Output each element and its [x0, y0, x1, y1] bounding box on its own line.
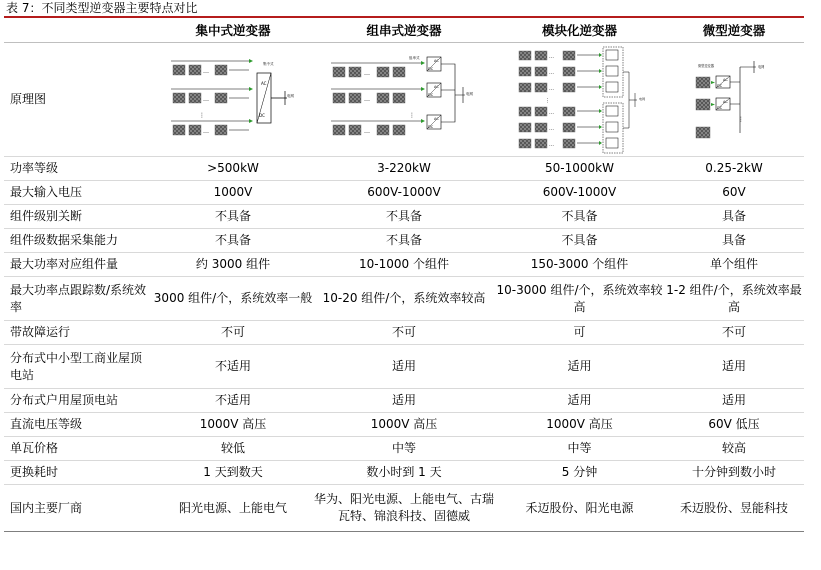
- cell: 禾迈股份、阳光电源: [495, 485, 664, 532]
- row-label: 最大功率点跟踪数/系统效率: [4, 277, 153, 321]
- svg-text:AC: AC: [723, 99, 728, 104]
- cell: 不具备: [313, 229, 495, 253]
- row-label: 直流电压等级: [4, 413, 153, 437]
- svg-text:DC: DC: [259, 112, 265, 118]
- cell: 可: [495, 321, 664, 345]
- svg-text:…: …: [364, 69, 370, 77]
- cell: 中等: [495, 437, 664, 461]
- svg-text:⋮: ⋮: [409, 111, 415, 119]
- cell: 适用: [313, 389, 495, 413]
- cell: 10-3000 组件/个，系统效率较高: [495, 277, 664, 321]
- svg-text:组串式: 组串式: [409, 55, 420, 60]
- table-row: [4, 389, 804, 413]
- table-row: [4, 181, 804, 205]
- svg-text:DC: DC: [717, 83, 723, 88]
- header-string-inverter: 组串式逆变器: [313, 19, 495, 43]
- svg-text:⋮: ⋮: [738, 115, 744, 123]
- cell: 单个组件: [664, 253, 804, 277]
- table-row: [4, 205, 804, 229]
- table-row: [4, 461, 804, 485]
- header-blank: [4, 19, 153, 43]
- svg-text:…: …: [203, 67, 209, 75]
- cell: 5 分钟: [495, 461, 664, 485]
- cell: 3000 组件/个，系统效率一般: [153, 277, 313, 321]
- svg-text:AC: AC: [434, 58, 439, 63]
- cell: 60V: [664, 181, 804, 205]
- svg-text:…: …: [203, 127, 209, 135]
- row-label: 原理图: [4, 43, 153, 157]
- cell: 具备: [664, 205, 804, 229]
- svg-text:电网: 电网: [758, 64, 765, 69]
- cell: 3-220kW: [313, 157, 495, 181]
- cell: 适用: [664, 345, 804, 389]
- svg-text:…: …: [548, 69, 554, 76]
- row-label: 单瓦价格: [4, 437, 153, 461]
- table-row: [4, 437, 804, 461]
- svg-text:AC: AC: [723, 77, 728, 82]
- svg-text:…: …: [548, 125, 554, 132]
- cell: 适用: [313, 345, 495, 389]
- cell: 较高: [664, 437, 804, 461]
- caption-rule: [4, 16, 804, 18]
- central-inverter-diagram: [153, 43, 313, 157]
- header-micro-inverter: 微型逆变器: [664, 19, 804, 43]
- row-label: 国内主要厂商: [4, 485, 153, 532]
- row-label: 最大功率对应组件量: [4, 253, 153, 277]
- cell: 不适用: [153, 345, 313, 389]
- svg-text:…: …: [548, 141, 554, 148]
- svg-text:⋮: ⋮: [199, 111, 205, 119]
- cell: 华为、阳光电源、上能电气、古瑞瓦特、锦浪科技、固德威: [313, 485, 495, 532]
- svg-text:AC: AC: [434, 116, 439, 121]
- svg-text:电网: 电网: [287, 93, 294, 98]
- cell: 中等: [313, 437, 495, 461]
- cell: 600V-1000V: [495, 181, 664, 205]
- cell: 具备: [664, 229, 804, 253]
- svg-text:…: …: [203, 95, 209, 103]
- module-inverter-diagram: [495, 43, 664, 157]
- cell: 不可: [664, 321, 804, 345]
- inverter-comparison-table: [4, 19, 804, 532]
- cell: 阳光电源、上能电气: [153, 485, 313, 532]
- svg-text:集中式: 集中式: [263, 61, 274, 66]
- cell: 1-2 组件/个，系统效率最高: [664, 277, 804, 321]
- svg-text:…: …: [548, 53, 554, 60]
- svg-text:DC: DC: [428, 66, 434, 71]
- svg-text:…: …: [364, 95, 370, 103]
- cell: 较低: [153, 437, 313, 461]
- cell: 150-3000 个组件: [495, 253, 664, 277]
- cell: 1000V 高压: [153, 413, 313, 437]
- header-module-inverter: 模块化逆变器: [495, 19, 664, 43]
- svg-text:电网: 电网: [466, 91, 473, 96]
- svg-text:DC: DC: [428, 124, 434, 129]
- row-label: 组件级数据采集能力: [4, 229, 153, 253]
- row-label: 最大输入电压: [4, 181, 153, 205]
- row-label: 功率等级: [4, 157, 153, 181]
- svg-text:…: …: [548, 85, 554, 92]
- cell: 不可: [313, 321, 495, 345]
- cell: 数小时到 1 天: [313, 461, 495, 485]
- cell: 600V-1000V: [313, 181, 495, 205]
- table-row: [4, 413, 804, 437]
- svg-text:AC: AC: [261, 80, 267, 86]
- svg-text:AC: AC: [434, 84, 439, 89]
- cell: 不具备: [153, 229, 313, 253]
- cell: 适用: [495, 345, 664, 389]
- table-row-diagram: [4, 43, 804, 157]
- cell: 不具备: [153, 205, 313, 229]
- cell: >500kW: [153, 157, 313, 181]
- row-label: 分布式户用屋顶电站: [4, 389, 153, 413]
- cell: 不适用: [153, 389, 313, 413]
- cell: 不具备: [313, 205, 495, 229]
- cell: 1000V: [153, 181, 313, 205]
- row-label: 组件级别关断: [4, 205, 153, 229]
- row-label: 带故障运行: [4, 321, 153, 345]
- svg-text:电网: 电网: [638, 96, 645, 101]
- table-row: [4, 485, 804, 532]
- cell: 禾迈股份、昱能科技: [664, 485, 804, 532]
- cell: 50-1000kW: [495, 157, 664, 181]
- svg-text:DC: DC: [717, 105, 723, 110]
- table-row: [4, 229, 804, 253]
- cell: 适用: [664, 389, 804, 413]
- cell: 不可: [153, 321, 313, 345]
- table-row: [4, 157, 804, 181]
- row-label: 分布式中小型工商业屋顶电站: [4, 345, 153, 389]
- cell: 约 3000 组件: [153, 253, 313, 277]
- svg-text:…: …: [548, 109, 554, 116]
- row-label: 更换耗时: [4, 461, 153, 485]
- micro-inverter-diagram: [664, 43, 804, 157]
- string-inverter-diagram: [313, 43, 495, 157]
- cell: 不具备: [495, 205, 664, 229]
- table-row: [4, 277, 804, 321]
- cell: 10-20 组件/个，系统效率较高: [313, 277, 495, 321]
- cell: 不具备: [495, 229, 664, 253]
- svg-text:⋮: ⋮: [544, 97, 550, 104]
- table-row: [4, 345, 804, 389]
- svg-text:DC: DC: [428, 92, 434, 97]
- table-row: [4, 253, 804, 277]
- cell: 1000V 高压: [313, 413, 495, 437]
- table-row: [4, 321, 804, 345]
- cell: 十分钟到数小时: [664, 461, 804, 485]
- svg-text:…: …: [364, 127, 370, 135]
- table-caption: 表 7：不同类型逆变器主要特点对比: [6, 1, 198, 15]
- cell: 0.25-2kW: [664, 157, 804, 181]
- cell: 1 天到数天: [153, 461, 313, 485]
- svg-text:微型逆变器: 微型逆变器: [698, 63, 714, 68]
- cell: 60V 低压: [664, 413, 804, 437]
- cell: 适用: [495, 389, 664, 413]
- cell: 1000V 高压: [495, 413, 664, 437]
- cell: 10-1000 个组件: [313, 253, 495, 277]
- header-central-inverter: 集中式逆变器: [153, 19, 313, 43]
